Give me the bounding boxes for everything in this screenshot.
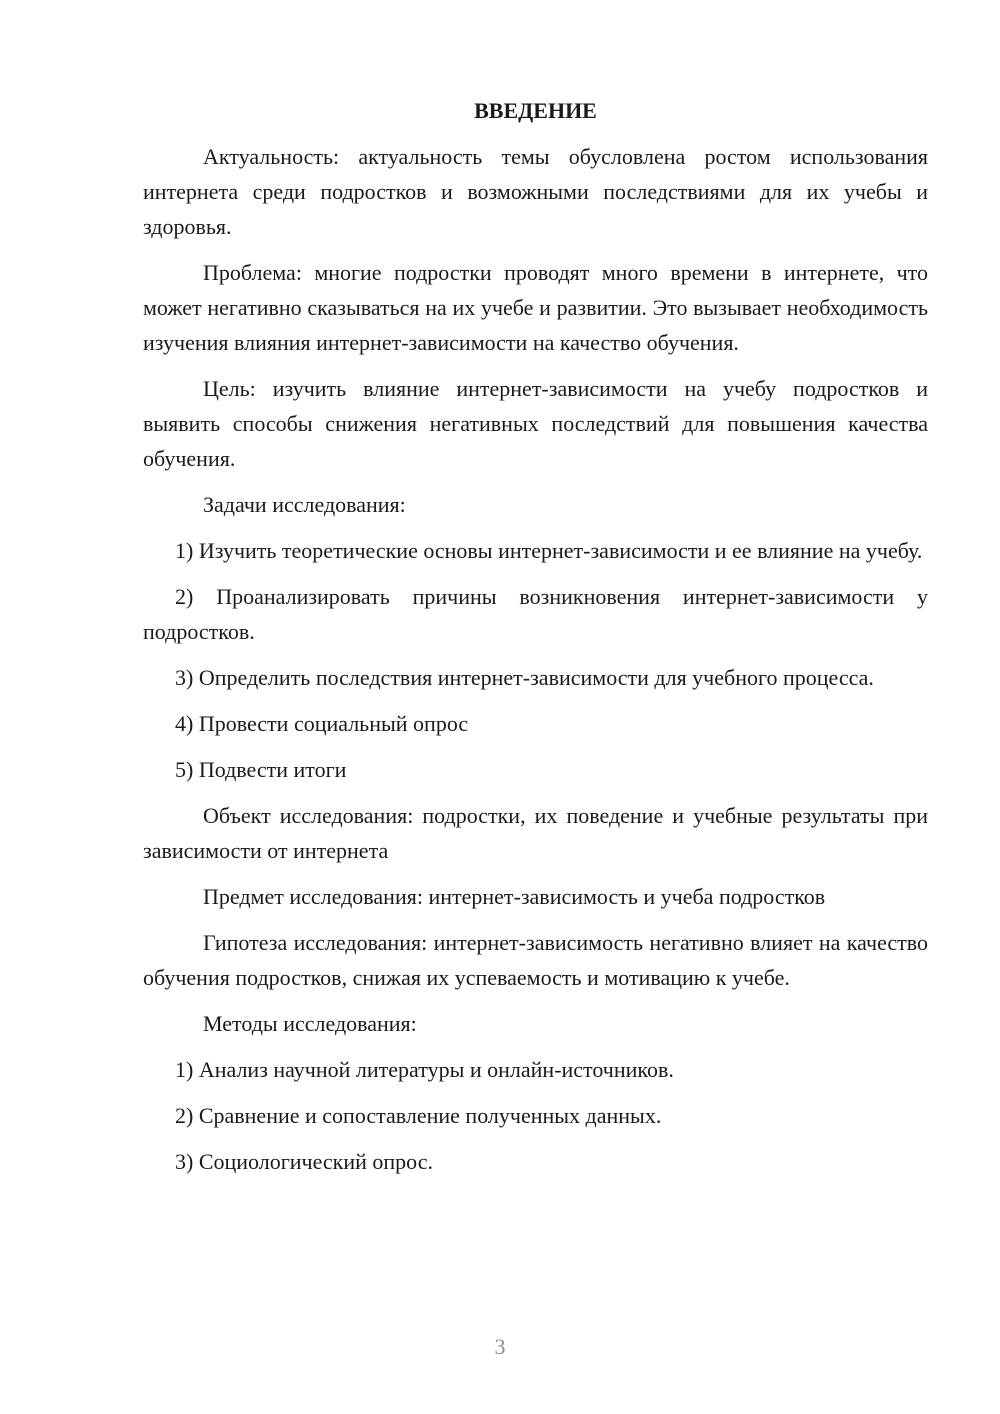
object-paragraph: Объект исследования: подростки, их поведение и учебные результаты при зависимости от интернета (143, 803, 928, 863)
hypothesis-paragraph: Гипотеза исследования: интернет-зависимость негативно влияет на качество обучения подростков, снижая их успеваемость и мотивацию к учебе. (143, 930, 928, 990)
page-number: 3 (494, 1334, 506, 1359)
task-item: 1) Изучить теоретические основы интернет-зависимости и ее влияние на учебу. (175, 538, 923, 563)
document-body (143, 93, 928, 1190)
goal-paragraph: Цель: изучить влияние интернет-зависимости на учебу подростков и выявить способы снижения негативных последствий для повышения качества обучения. (143, 376, 928, 471)
relevance-paragraph: Актуальность: актуальность темы обусловлена ростом использования интернета среди подростков и возможными последствиями для их учебы и здоровья. (143, 144, 928, 239)
method-item: 1) Анализ научной литературы и онлайн-источников. (175, 1057, 674, 1082)
method-item: 3) Социологический опрос. (175, 1149, 433, 1174)
task-item: 3) Определить последствия интернет-зависимости для учебного процесса. (175, 665, 874, 690)
task-item: 5) Подвести итоги (175, 757, 347, 782)
method-item: 2) Сравнение и сопоставление полученных данных. (175, 1103, 662, 1128)
subject-paragraph: Предмет исследования: интернет-зависимость и учеба подростков (203, 884, 826, 909)
page-title: ВВЕДЕНИЕ (474, 98, 597, 123)
problem-paragraph: Проблема: многие подростки проводят много времени в интернете, что может негативно сказываться на их учебе и развитии. Это вызывает необходимость изучения влияния интернет-зависимости на качество обучения. (143, 260, 928, 355)
task-item: 2) Проанализировать причины возникновения интернет-зависимости у подростков. (143, 584, 928, 644)
tasks-heading: Задачи исследования: (203, 492, 406, 517)
methods-heading: Методы исследования: (203, 1011, 417, 1036)
task-item: 4) Провести социальный опрос (175, 711, 469, 736)
